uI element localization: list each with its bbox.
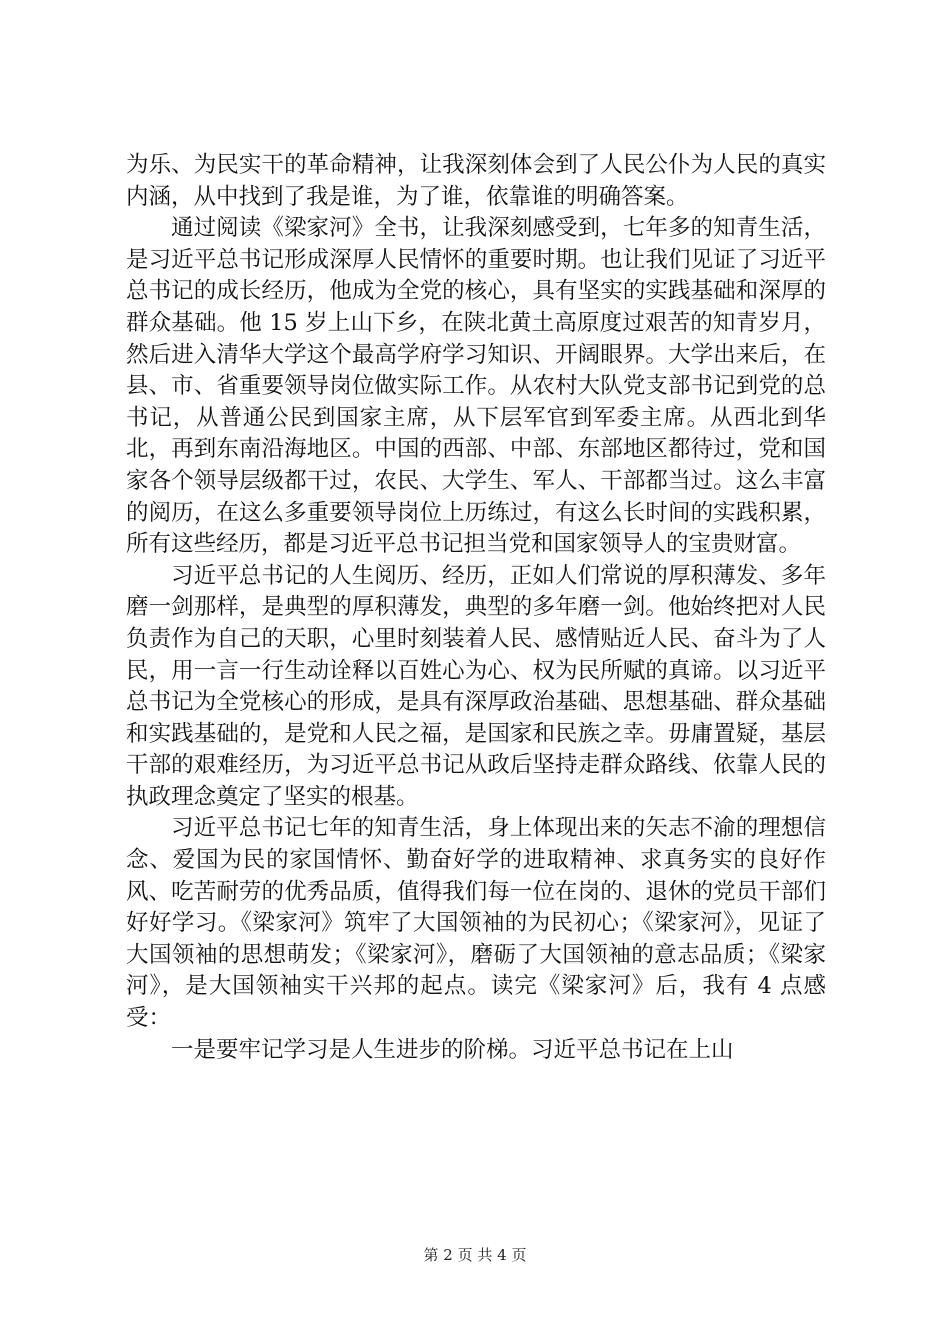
paragraph-5: 一是要牢记学习是人生进步的阶梯。习近平总书记在上山	[171, 1036, 734, 1063]
page-footer	[0, 1245, 950, 1265]
page-number-text: 第 2 页 共 4 页	[423, 1246, 527, 1264]
paragraph-2: 通过阅读《梁家河》全书，让我深刻感受到，七年多的知青生活，是习近平总书记形成深厚人民情怀的重要时期。也让我们见证了习近平总书记的成长经历，他成为全党的核心，具有坚实的实践基础和深厚的群众基础。他 15 岁上山下乡，在陕北黄土高原度过艰苦的知青岁月，然后进入清华大学这个最高学府学习知识、开阔眼界。大学出来后，在县、市、省重要领导岗位做实际工作。从农村大队党支部书记到党的总书记，从普通公民到国家主席，从下层军官到军委主席。从西北到华北，再到东南沿海地区。中国的西部、中部、东部地区都待过，党和国家各个领导层级都干过，农民、大学生、军人、干部都当过。这么丰富的阅历，在这么多重要领导岗位上历练过，有这么长时间的实践积累，所有这些经历，都是习近平总书记担当党和国家领导人的宝贵财富。	[126, 215, 826, 558]
paragraph-3: 习近平总书记的人生阅历、经历，正如人们常说的厚积薄发、多年磨一剑那样，是典型的厚积薄发，典型的多年磨一剑。他始终把对人民负责作为自己的天职，心里时刻装着人民、感情贴近人民、奋斗为了人民，用一言一行生动诠释以百姓心为心、权为民所赋的真谛。以习近平总书记为全党核心的形成，是具有深厚政治基础、思想基础、群众基础和实践基础的，是党和人民之福，是国家和民族之幸。毋庸置疑，基层干部的艰难经历，为习近平总书记从政后坚持走群众路线、依靠人民的执政理念奠定了坚实的根基。	[126, 562, 826, 810]
paragraph-1: 为乐、为民实干的革命精神，让我深刻体会到了人民公仆为人民的真实内涵，从中找到了我是谁，为了谁，依靠谁的明确答案。	[126, 152, 826, 210]
paragraph-4: 习近平总书记七年的知青生活，身上体现出来的矢志不渝的理想信念、爱国为民的家国情怀、勤奋好学的进取精神、求真务实的良好作风、吃苦耐劳的优秀品质，值得我们每一位在岗的、退休的党员干部们好好学习。《梁家河》筑牢了大国领袖的为民初心；《梁家河》，见证了大国领袖的思想萌发；《梁家河》，磨砺了大国领袖的意志品质；《梁家河》，是大国领袖实干兴邦的起点。读完《梁家河》后，我有 4 点感受：	[126, 815, 826, 1032]
body-text	[126, 150, 826, 1066]
